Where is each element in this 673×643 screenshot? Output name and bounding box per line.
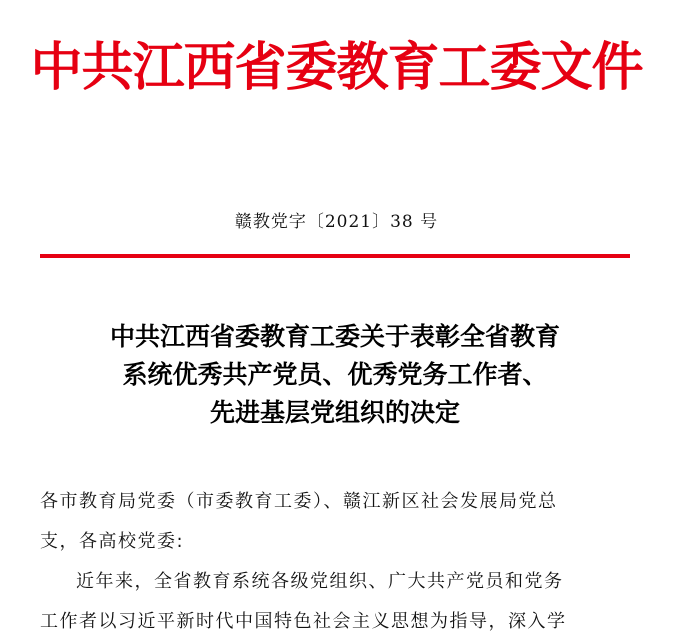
addressee-line: 支，各高校党委: xyxy=(40,531,185,552)
decision-title-line: 系统优秀共产党员、优秀党务工作者、 xyxy=(122,360,548,389)
paragraph-line: 工作者以习近平新时代中国特色社会主义思想为指导，深入学 xyxy=(40,611,567,632)
addressee-line: 各市教育局党委（市委教育工委）、赣江新区社会发展局党总 xyxy=(40,491,558,512)
decision-title-line: 中共江西省委教育工委关于表彰全省教育 xyxy=(109,322,560,351)
document-number: 赣教党字〔2021〕38 号 xyxy=(234,212,439,232)
decision-title-line: 先进基层党组织的决定 xyxy=(209,398,460,427)
issuer-red-header: 中共江西省委教育工委文件 xyxy=(30,37,643,98)
document-body xyxy=(40,482,640,642)
paragraph-line: 近年来，全省教育系统各级党组织、广大共产党员和党务 xyxy=(76,571,564,592)
red-divider-line xyxy=(40,254,630,258)
decision-title xyxy=(40,318,630,432)
